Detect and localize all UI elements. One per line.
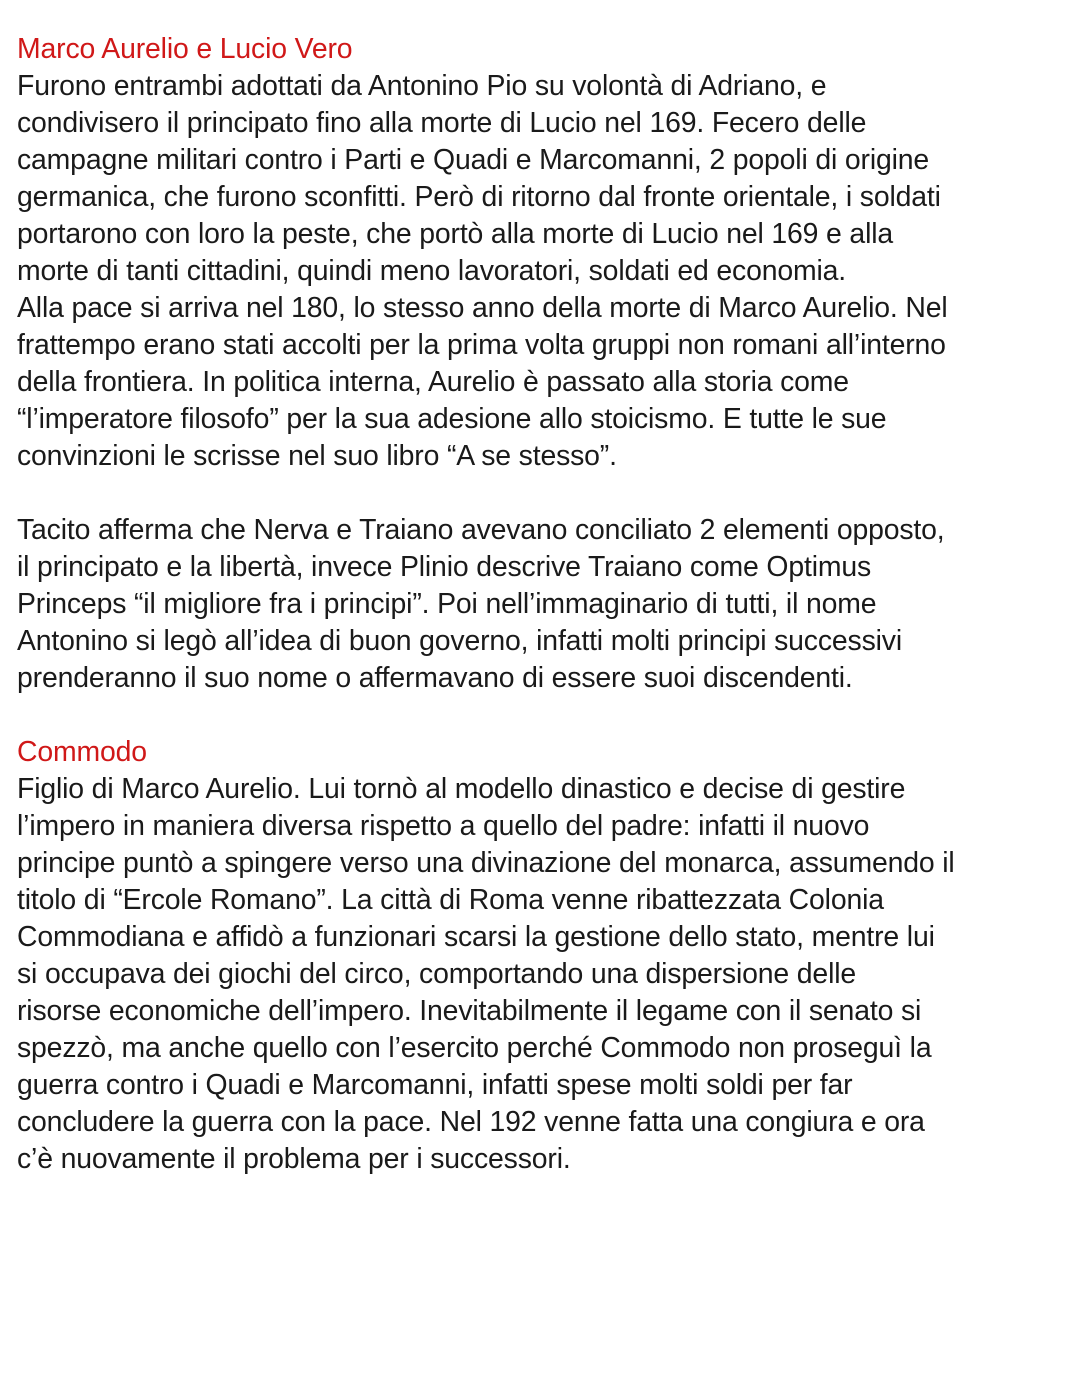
section-heading: Marco Aurelio e Lucio Vero <box>17 33 353 65</box>
section-heading: Commodo <box>17 736 147 768</box>
section-tacito <box>17 512 1067 697</box>
section-commodo <box>17 734 1067 1178</box>
paragraph: Figlio di Marco Aurelio. Lui tornò al modello dinastico e decise di gestire l’impero in maniera diversa rispetto a quello del padre: infatti il nuovo principe puntò a spingere verso una divinazione del monarca, assumendo il titolo di “Ercole Romano”. La città di Roma venne ribattezzata Colonia Commodiana e affidò a funzionari scarsi la gestione dello stato, mentre lui si occupava dei giochi del circo, comportando una dispersione delle risorse economiche dell’impero. Inevitabilmente il legame con il senato si spezzò, ma anche quello con l’esercito perché Commodo non proseguì la guerra contro i Quadi e Marcomanni, infatti spese molti soldi per far concludere la guerra con la pace. Nel 192 venne fatta una congiura e ora c’è nuovamente il problema per i successori. <box>17 773 955 1175</box>
paragraph: Tacito afferma che Nerva e Traiano avevano conciliato 2 elementi opposto, il principato e la libertà, invece Plinio descrive Traiano come Optimus Princeps “il migliore fra i principi”. Poi nell’immaginario di tutti, il nome Antonino si legò all’idea di buon governo, infatti molti principi successivi prenderanno il suo nome o affermavano di essere suoi discendenti. <box>17 514 945 694</box>
document-page <box>17 31 1067 1178</box>
paragraph: Alla pace si arriva nel 180, lo stesso anno della morte di Marco Aurelio. Nel frattempo erano stati accolti per la prima volta gruppi non romani all’interno della frontiera. In politica interna, Aurelio è passato alla storia come “l’imperatore filosofo” per la sua adesione allo stoicismo. E tutte le sue convinzioni le scrisse nel suo libro “A se stesso”. <box>17 292 948 472</box>
section-marco-aurelio <box>17 31 1067 475</box>
paragraph: Furono entrambi adottati da Antonino Pio su volontà di Adriano, e condivisero il principato fino alla morte di Lucio nel 169. Fecero delle campagne militari contro i Parti e Quadi e Marcomanni, 2 popoli di origine germanica, che furono sconfitti. Però di ritorno dal fronte orientale, i soldati portarono con loro la peste, che portò alla morte di Lucio nel 169 e alla morte di tanti cittadini, quindi meno lavoratori, soldati ed economia. <box>17 70 941 287</box>
